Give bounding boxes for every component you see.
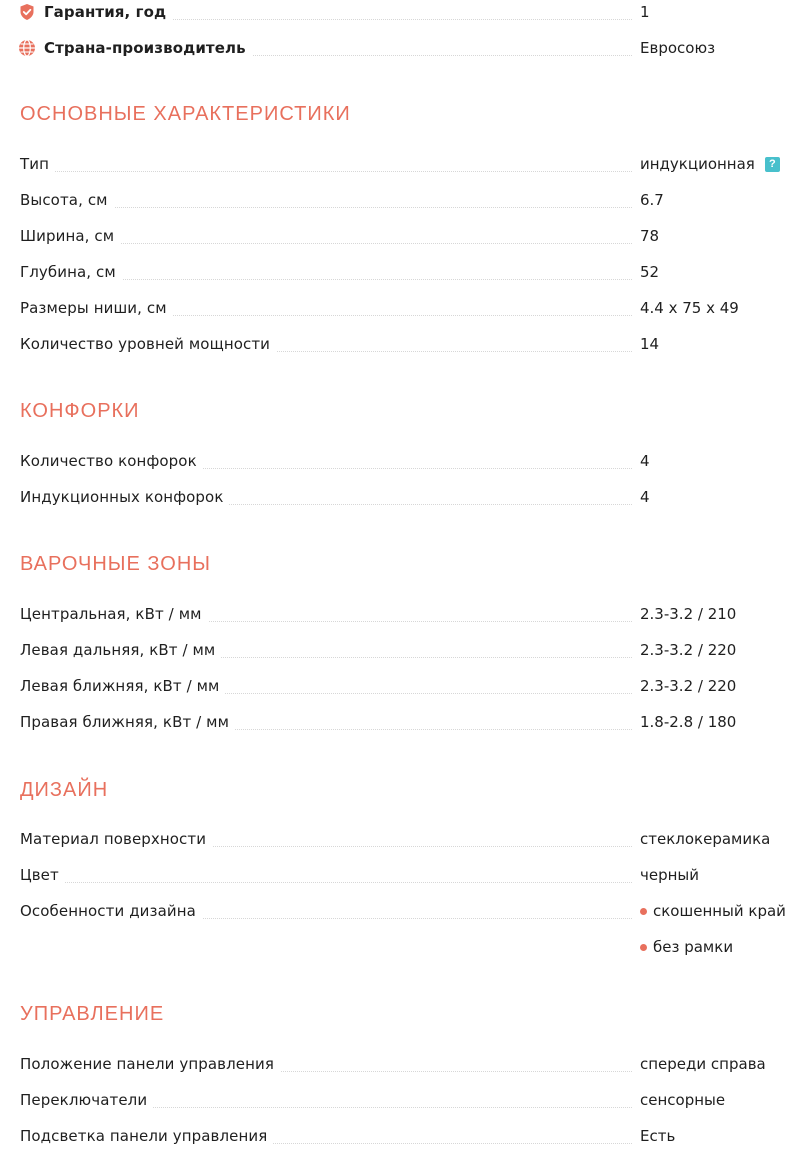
- spec-row-right-near-zone: [20, 710, 780, 734]
- spec-value: Евросоюз: [640, 39, 716, 57]
- spec-label: Высота, см: [20, 191, 114, 209]
- spec-value: 1.8-2.8 / 180: [640, 713, 737, 731]
- spec-row-backlight: [20, 1124, 780, 1148]
- spec-row-left-near-zone: [20, 674, 780, 698]
- spec-value: стеклокерамика: [640, 830, 771, 848]
- spec-value: 2.3-3.2 / 210: [640, 605, 737, 623]
- spec-row-switches: [20, 1088, 780, 1112]
- spec-label: Левая дальняя, кВт / мм: [20, 641, 221, 659]
- type-value-text: индукционная: [640, 155, 755, 173]
- spec-value: 6.7: [640, 191, 664, 209]
- spec-label: Страна-производитель: [20, 39, 252, 58]
- spec-row-design-features: [20, 899, 786, 923]
- spec-value: Есть: [640, 1127, 676, 1145]
- section-title-main: ОСНОВНЫЕ ХАРАКТЕРИСТИКИ: [20, 103, 351, 125]
- spec-value: 4: [640, 488, 650, 506]
- bullet-dot: [640, 908, 647, 915]
- spec-label: Правая ближняя, кВт / мм: [20, 713, 235, 731]
- spec-label: Тип: [20, 155, 55, 173]
- spec-value: 4.4 х 75 х 49: [640, 299, 739, 317]
- spec-value: 78: [640, 227, 660, 245]
- spec-value-list-item: скошенный край: [640, 899, 786, 923]
- spec-label: Левая ближняя, кВт / мм: [20, 677, 225, 695]
- spec-row-design-features-cont: [20, 935, 780, 959]
- spec-row-left-far-zone: [20, 638, 780, 662]
- spec-row-material: [20, 827, 780, 851]
- spec-value: 14: [640, 335, 660, 353]
- shield-check-icon: [18, 3, 36, 21]
- spec-value: 2.3-3.2 / 220: [640, 641, 737, 659]
- spec-row-warranty: [20, 0, 780, 24]
- section-title-burners: КОНФОРКИ: [20, 400, 140, 422]
- spec-row-niche: [20, 296, 780, 320]
- section-title-zones: ВАРОЧНЫЕ ЗОНЫ: [20, 553, 211, 575]
- spec-row-panel-position: [20, 1052, 780, 1076]
- spec-value: спереди справа: [640, 1055, 766, 1073]
- globe-icon: [18, 39, 36, 57]
- spec-label: Цвет: [20, 866, 65, 884]
- help-icon[interactable]: ?: [765, 157, 780, 172]
- spec-label: Положение панели управления: [20, 1055, 280, 1073]
- spec-value-list-item: без рамки: [640, 935, 733, 959]
- spec-value: [640, 152, 780, 176]
- spec-row-depth: [20, 260, 780, 284]
- spec-label: Переключатели: [20, 1091, 153, 1109]
- spec-label: Гарантия, год: [20, 3, 172, 22]
- spec-value: сенсорные: [640, 1091, 726, 1109]
- spec-value: 2.3-3.2 / 220: [640, 677, 737, 695]
- section-title-control: УПРАВЛЕНИЕ: [20, 1003, 165, 1025]
- spec-value: 52: [640, 263, 660, 281]
- spec-label: Количество конфорок: [20, 452, 203, 470]
- spec-value: 4: [640, 452, 650, 470]
- bullet-dot: [640, 944, 647, 951]
- dotted-leader: [20, 171, 632, 172]
- section-title-design: ДИЗАЙН: [20, 779, 109, 801]
- spec-row-power-levels: [20, 332, 780, 356]
- spec-value: черный: [640, 866, 700, 884]
- spec-row-country: [20, 36, 780, 60]
- spec-row-width: [20, 224, 780, 248]
- spec-row-burner-count: [20, 449, 780, 473]
- spec-label: Количество уровней мощности: [20, 335, 276, 353]
- spec-label: Подсветка панели управления: [20, 1127, 273, 1145]
- dotted-leader: [20, 882, 632, 883]
- spec-label: Глубина, см: [20, 263, 122, 281]
- spec-row-color: [20, 863, 780, 887]
- spec-label: Индукционных конфорок: [20, 488, 229, 506]
- spec-value: 1: [640, 3, 650, 21]
- spec-label: Материал поверхности: [20, 830, 212, 848]
- spec-label: Особенности дизайна: [20, 902, 202, 920]
- spec-label: Размеры ниши, см: [20, 299, 173, 317]
- spec-label: Центральная, кВт / мм: [20, 605, 208, 623]
- spec-row-type: [20, 152, 780, 176]
- spec-label: Ширина, см: [20, 227, 120, 245]
- spec-row-induction-burners: [20, 485, 780, 509]
- spec-row-height: [20, 188, 780, 212]
- spec-row-central-zone: [20, 602, 780, 626]
